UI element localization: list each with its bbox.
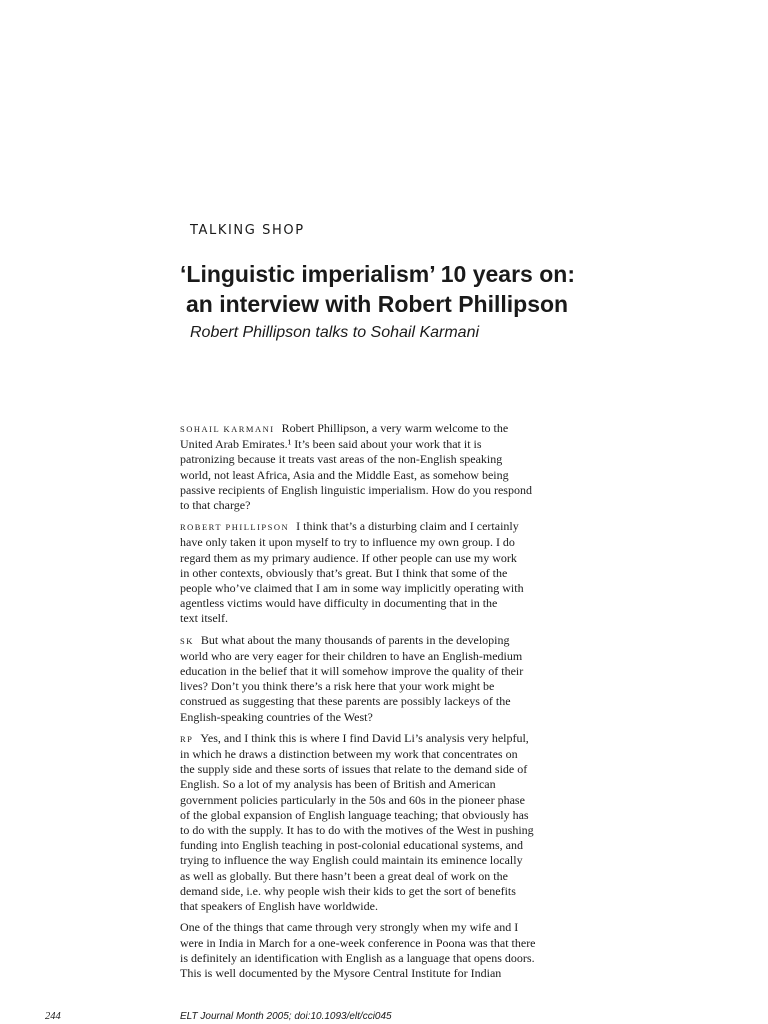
paragraph-line [180,519,575,535]
article-title [180,259,700,319]
paragraph-line [180,581,575,596]
paragraph-line [180,551,575,566]
paragraph-line [180,869,575,884]
interview-paragraph [180,920,575,981]
line-text: This is well documented by the Mysore Central Institute for Indian [180,965,502,980]
paragraph-line [180,421,575,437]
interview-paragraph [180,731,575,914]
line-text: But what about the many thousands of parents in the developing [200,632,510,647]
line-text: world, not least Africa, Asia and the Middle East, as somehow being [180,467,509,482]
paragraph-line [180,884,575,899]
paragraph-line [180,633,575,649]
line-text: United Arab Emirates.¹ It’s been said about your work that it is [180,437,482,452]
paragraph-line [180,664,575,679]
article-subtitle: Robert Phillipson talks to Sohail Karmani [190,324,480,341]
paragraph-line [180,731,575,747]
paragraph-line [180,966,575,981]
line-text: the supply side and these sorts of issues that relate to the demand side of [180,762,528,777]
paragraph-line [180,452,575,467]
line-text: people who’ve claimed that I am in some way implicitly operating with [180,581,524,596]
paragraph-line [180,611,575,626]
section-label: TALKING SHOP [190,223,305,238]
paragraph-line [180,679,575,694]
paragraph-line [180,899,575,914]
line-text: have only taken it upon myself to try to influence my own group. I do [180,535,515,550]
line-text: Yes, and I think this is where I find David Li’s analysis very helpful, [200,730,529,745]
line-text: as well as globally. But there hasn’t been a great deal of work on the [180,868,508,883]
speaker-label: ROBERT PHILLIPSON [180,522,290,533]
article-title-line-2: an interview with Robert Phillipson [186,291,569,317]
speaker-label: SK [180,635,194,646]
speaker-label: RP [180,733,194,744]
line-text: education in the belief that it will somehow improve the quality of their [180,664,524,679]
paragraph-line [180,596,575,611]
line-text: One of the things that came through very strongly when my wife and I [180,920,519,935]
line-text: patronizing because it treats vast areas of the non-English speaking [180,452,503,467]
line-text: agentless victims would have difficulty in documenting that in the [180,596,498,611]
paragraph-line [180,468,575,483]
line-text: English-speaking countries of the West? [180,709,373,724]
page-number: 244 [45,1011,61,1022]
speaker-label: SOHAIL KARMANI [180,424,275,434]
line-text: English. So a lot of my analysis has been of British and American [180,777,496,792]
interview-paragraph [180,421,575,513]
interview-paragraph [180,633,575,725]
line-text: demand side, i.e. why people wish their kids to get the sort of benefits [180,883,516,898]
line-text: of the global expansion of English language teaching; that obviously has [180,807,529,822]
line-text: in other contexts, obviously that’s great. But I think that some of the [180,565,508,580]
line-text: passive recipients of English linguistic imperialism. How do you respond [180,482,532,497]
paragraph-line [180,747,575,762]
paragraph-line [180,498,575,513]
paragraph-line [180,936,575,951]
paragraph-line [180,535,575,550]
line-text: regard them as my primary audience. If other people can use my work [180,550,517,565]
article-title-line-1: ‘Linguistic imperialism’ 10 years on: [180,261,575,287]
paragraph-line [180,483,575,498]
line-text: funding into English teaching in post-colonial educational systems, and [180,838,523,853]
paragraph-line [180,793,575,808]
paragraph-line [180,838,575,853]
paragraph-line [180,853,575,868]
paragraph-line [180,777,575,792]
paragraph-line [180,951,575,966]
line-text: to do with the supply. It has to do with the motives of the West in pushing [180,823,534,838]
paragraph-line [180,823,575,838]
line-text: were in India in March for a one-week conference in Poona was that there [180,935,536,950]
line-text: I think that’s a disturbing claim and I certainly [296,519,519,534]
paragraph-line [180,762,575,777]
paragraph-line [180,566,575,581]
paragraph-line [180,920,575,935]
line-text: construed as suggesting that these parents are possibly lackeys of the [180,694,511,709]
line-text: world who are very eager for their children to have an English-medium [180,648,523,663]
line-text: text itself. [180,611,228,626]
paragraph-line [180,808,575,823]
journal-citation: ELT Journal Month 2005; doi:10.1093/elt/cci045 [180,1011,392,1022]
line-text: that speakers of English have worldwide. [180,899,378,914]
line-text: is definitely an identification with English as a language that opens doors. [180,950,535,965]
paragraph-line [180,649,575,664]
paragraph-line [180,437,575,452]
line-text: lives? Don’t you think there’s a risk here that your work might be [180,679,495,694]
paragraph-line [180,710,575,725]
line-text: trying to influence the way English could maintain its eminence locally [180,853,523,868]
line-text: to that charge? [180,498,251,513]
article-body [180,421,575,987]
paragraph-line [180,694,575,709]
line-text: government policies particularly in the 50s and 60s in the pioneer phase [180,792,525,807]
line-text: in which he draws a distinction between my work that concentrates on [180,747,518,762]
line-text: Robert Phillipson, a very warm welcome to the [281,421,509,435]
interview-paragraph [180,519,575,626]
